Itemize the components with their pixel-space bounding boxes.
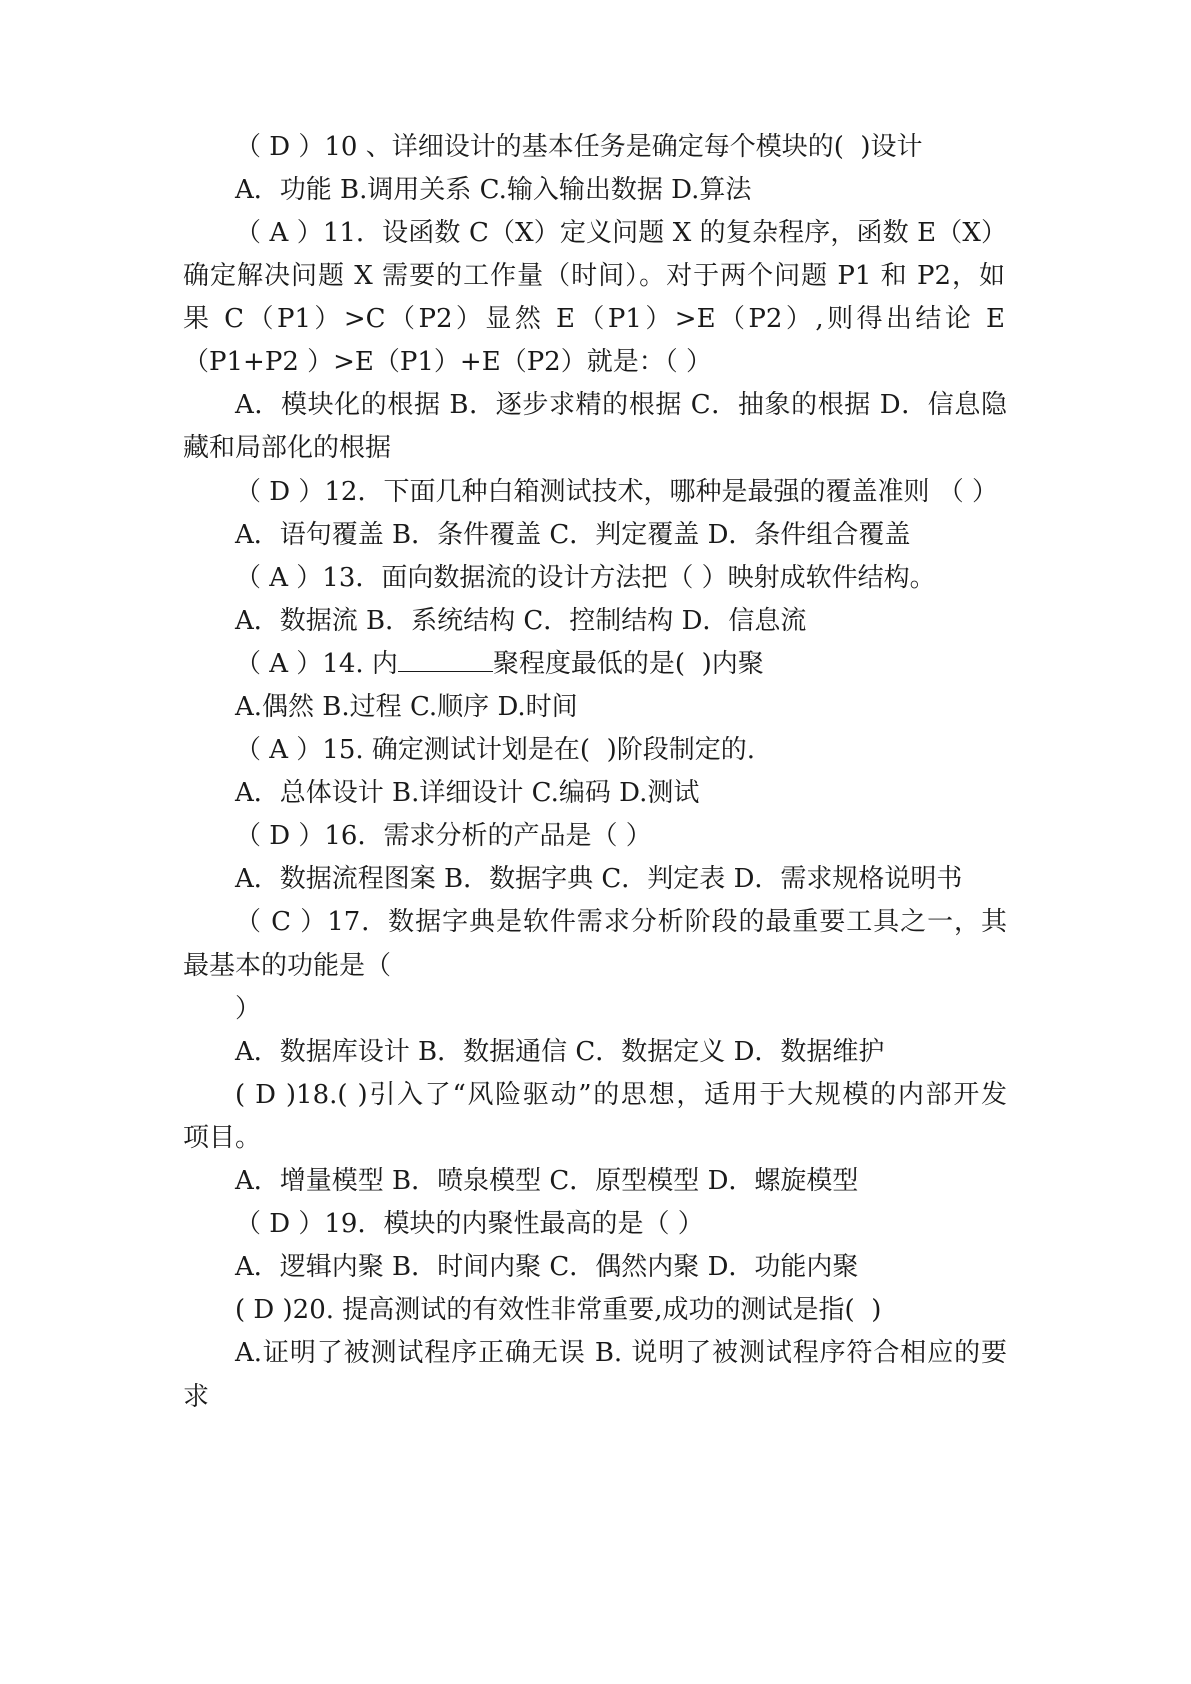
q18-question-line2: 项目。 <box>183 1123 262 1153</box>
q13-question: （ A ）13．面向数据流的设计方法把（ ）映射成软件结构。 <box>235 563 936 593</box>
q15-question: （ A ）15. 确定测试计划是在( )阶段制定的. <box>235 735 756 765</box>
q17-question-line1: （ C ）17．数据字典是软件需求分析阶段的最重要工具之一，其 <box>235 907 1007 937</box>
q16-question: （ D ）16．需求分析的产品是（ ） <box>235 821 652 851</box>
q18-question-line1: ( D )18.( )引入了“风险驱动”的思想，适用于大规模的内部开发 <box>235 1080 1007 1110</box>
q17-options: A．数据库设计 B．数据通信 C．数据定义 D．数据维护 <box>235 1037 885 1067</box>
q11-question-line4: （P1+P2 ）>E（P1）+E（P2）就是：（ ） <box>183 347 712 377</box>
q19-options: A．逻辑内聚 B．时间内聚 C．偶然内聚 D．功能内聚 <box>235 1252 859 1282</box>
q10-options: A．功能 B.调用关系 C.输入输出数据 D.算法 <box>235 175 752 205</box>
q11-question-line3: 果 C（P1）>C（P2）显然 E（P1）>E（P2）,则得出结论 E <box>183 304 1005 334</box>
q14-question <box>235 649 764 679</box>
answer-blank <box>398 649 493 672</box>
q11-question-line2: 确定解决问题 X 需要的工作量（时间）。对于两个问题 P1 和 P2，如 <box>183 261 1005 291</box>
q20-question: ( D )20. 提高测试的有效性非常重要,成功的测试是指( ) <box>235 1295 882 1325</box>
q11-question-line1: （ A ）11．设函数 C（X）定义问题 X 的复杂程序，函数 E（X） <box>235 218 1007 248</box>
q17-question-line3: ） <box>235 994 262 1024</box>
q20-options-line1: A.证明了被测试程序正确无误 B. 说明了被测试程序符合相应的要 <box>235 1338 1007 1368</box>
q17-question-line2: 最基本的功能是（ <box>183 951 392 981</box>
q14-question-start: （ A ）14. 内 <box>235 649 398 679</box>
q14-options: A.偶然 B.过程 C.顺序 D.时间 <box>235 692 578 722</box>
q16-options: A．数据流程图案 B．数据字典 C．判定表 D．需求规格说明书 <box>235 864 963 894</box>
q12-question: （ D ）12．下面几种白箱测试技术，哪种是最强的覆盖准则 （ ） <box>235 477 998 507</box>
q14-question-end: 聚程度最低的是( )内聚 <box>492 649 764 679</box>
q11-options-line1: A．模块化的根据 B．逐步求精的根据 C．抽象的根据 D．信息隐 <box>235 390 1007 420</box>
q15-options: A．总体设计 B.详细设计 C.编码 D.测试 <box>235 778 700 808</box>
q18-options: A．增量模型 B．喷泉模型 C．原型模型 D．螺旋模型 <box>235 1166 859 1196</box>
q10-question: （ D ）10 、详细设计的基本任务是确定每个模块的( )设计 <box>235 132 923 162</box>
q13-options: A．数据流 B．系统结构 C．控制结构 D．信息流 <box>235 606 807 636</box>
q12-options: A．语句覆盖 B．条件覆盖 C．判定覆盖 D．条件组合覆盖 <box>235 520 911 550</box>
q11-options-line2: 藏和局部化的根据 <box>183 433 392 463</box>
q20-options-line2: 求 <box>183 1382 210 1412</box>
q19-question: （ D ）19．模块的内聚性最高的是（ ） <box>235 1209 704 1239</box>
